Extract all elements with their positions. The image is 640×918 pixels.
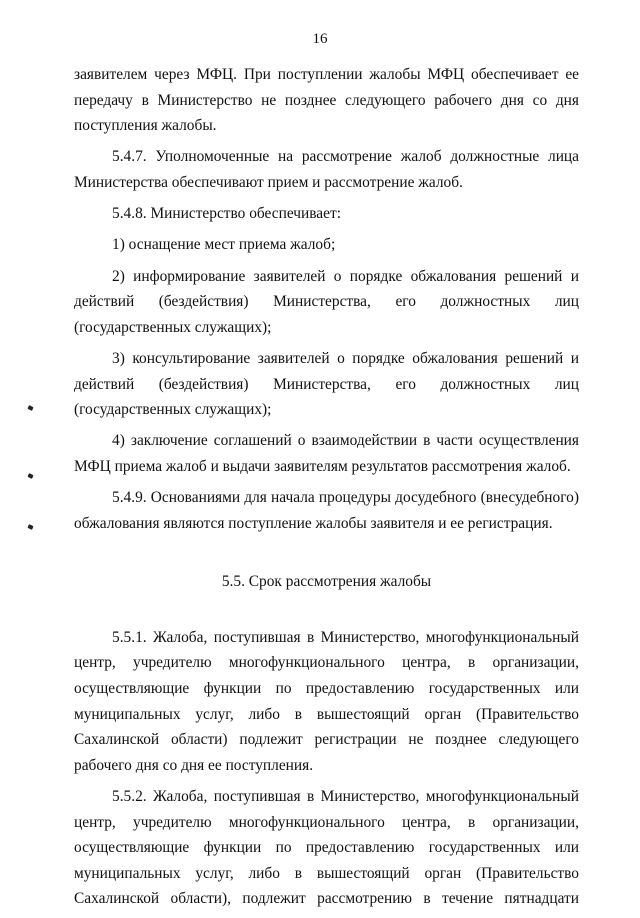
scan-mark: [27, 524, 33, 530]
list-item: 3) консультирование заявителей о порядке обжалования решений и действий (бездействия) Министерства, его должностных лиц (государственных служащих);: [74, 349, 579, 419]
list-item: 2) информирование заявителей о порядке обжалования решений и действий (бездействия) Министерства, его должностных лиц (государственных служащих);: [74, 267, 579, 336]
paragraph: 5.4.9. Основаниями для начала процедуры досудебного (внесудебного) обжалования являются поступление жалобы заявителя и ее регистрация.: [74, 489, 579, 532]
list-item: 1) оснащение мест приема жалоб;: [112, 236, 336, 254]
paragraph: заявителем через МФЦ. При поступлении жалобы МФЦ обеспечивает ее передачу в Министерство не позднее следующего рабочего дня со дня поступления жалобы.: [74, 66, 579, 135]
section-heading: 5.5. Срок рассмотрения жалобы: [221, 573, 432, 591]
scan-mark: [27, 473, 33, 479]
paragraph: 5.4.8. Министерство обеспечивает:: [112, 205, 341, 223]
paragraph: 5.4.7. Уполномоченные на рассмотрение жалоб должностные лица Министерства обеспечивают прием и рассмотрение жалоб.: [74, 148, 579, 191]
scan-mark: [27, 405, 33, 411]
paragraph: 5.5.2. Жалоба, поступившая в Министерство, многофункциональный центр, учредителю многофункционального центра, в организации, осуществляющие функции по предоставлению государственных или муниципальных услуг, либо в вышестоящий орган (Правительство Сахалинской области), подлежит рассмотрению в течение пятнадцати: [74, 788, 579, 908]
document-body: [74, 62, 579, 918]
list-item: 4) заключение соглашений о взаимодействии в части осуществления МФЦ приема жалоб и выдачи заявителям результатов рассмотрения жалоб.: [74, 432, 579, 475]
page-number: 16: [312, 31, 328, 47]
paragraph: 5.5.1. Жалоба, поступившая в Министерство, многофункциональный центр, учредителю многофункционального центра, в организации, осуществляющие функции по предоставлению государственных или муниципальных услуг, либо в вышестоящий орган (Правительство Сахалинской области) подлежит регистрации не позднее следующего рабочего дня со дня ее поступления.: [74, 628, 579, 774]
